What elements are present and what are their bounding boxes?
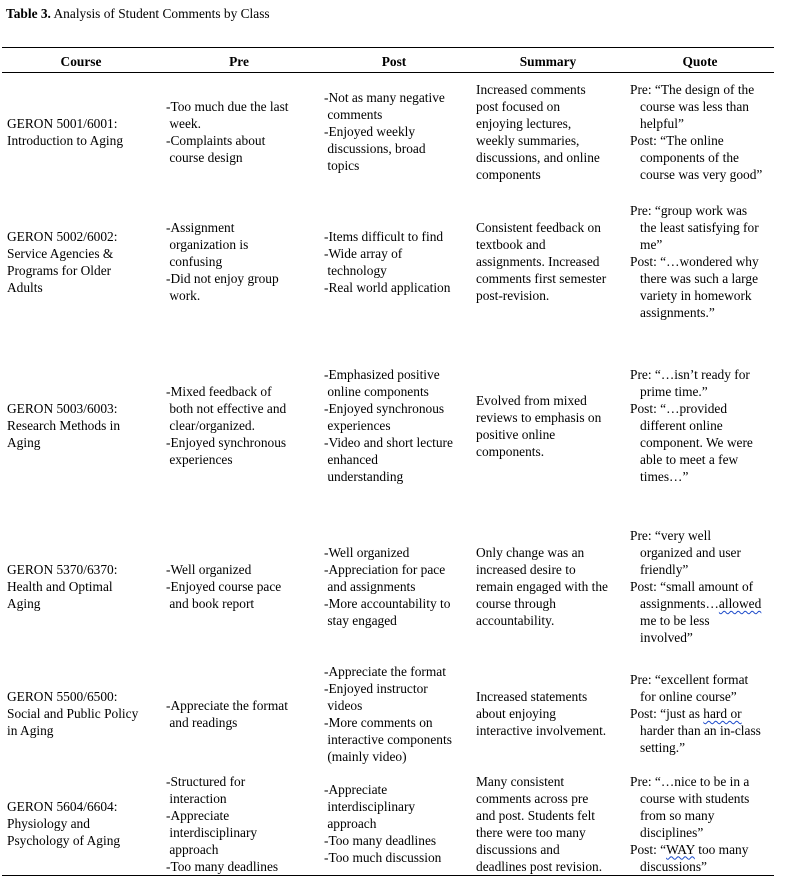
cell-summary xyxy=(470,773,626,876)
summary-line: Many consistent xyxy=(476,773,565,789)
course-line: Aging xyxy=(7,596,41,611)
post-line: experiences xyxy=(324,418,391,433)
header-quote: Quote xyxy=(626,48,774,73)
course-line: GERON 5500/6500: xyxy=(7,689,118,704)
pre-line: experiences xyxy=(166,452,233,467)
cell-post xyxy=(318,773,470,876)
cell-quote xyxy=(626,519,774,655)
pre-line: organization is xyxy=(166,237,249,252)
summary-line: Evolved from mixed xyxy=(476,392,587,408)
quote-line: disciplines” xyxy=(630,824,704,840)
summary-line: there were too many xyxy=(476,824,586,840)
post-line: -Too many deadlines xyxy=(324,833,437,848)
quote-line: Post: “small amount of xyxy=(630,579,754,594)
post-line: videos xyxy=(324,697,363,713)
course-line: GERON 5002/6002: xyxy=(7,228,118,244)
pre-line: approach xyxy=(166,841,219,857)
pre-line: confusing xyxy=(166,254,223,269)
post-line: enhanced xyxy=(324,452,378,467)
quote-line: assignments.” xyxy=(630,305,715,320)
quote-line: harder than an in-class xyxy=(630,723,761,738)
header-pre: Pre xyxy=(160,48,318,73)
quote-line: components of the xyxy=(630,149,739,165)
spellcheck-mark: WAY xyxy=(666,841,695,857)
summary-line: Only change was an xyxy=(476,545,585,560)
cell-pre xyxy=(160,191,318,333)
course-line: Adults xyxy=(7,279,43,295)
quote-line: the least satisfying for xyxy=(630,220,759,235)
table-caption xyxy=(6,5,270,22)
cell-course xyxy=(2,519,160,655)
table-row xyxy=(2,519,774,655)
quote-line: course was very good” xyxy=(630,166,763,182)
quote-line: involved” xyxy=(630,630,693,645)
course-line: Programs for Older xyxy=(7,262,112,278)
cell-post xyxy=(318,655,470,773)
course-line: in Aging xyxy=(7,723,54,738)
course-line: Social and Public Policy xyxy=(7,706,139,721)
post-line: -Emphasized positive xyxy=(324,367,440,382)
post-line: interdisciplinary xyxy=(324,799,416,814)
post-line: and assignments xyxy=(324,579,416,594)
quote-line: Post: “The online xyxy=(630,132,724,148)
quote-line: variety in homework xyxy=(630,288,752,303)
post-line: online components xyxy=(324,384,429,399)
post-line: technology xyxy=(324,262,387,278)
post-line: -Appreciation for pace xyxy=(324,562,446,577)
post-line: discussions, broad xyxy=(324,141,426,157)
summary-line: accountability. xyxy=(476,613,555,628)
cell-post xyxy=(318,519,470,655)
quote-line: Pre: “The design of the xyxy=(630,81,755,97)
quote-line: Post: “…wondered why xyxy=(630,254,759,269)
pre-line: and book report xyxy=(166,596,255,611)
pre-line: both not effective and xyxy=(166,401,287,416)
comments-table xyxy=(2,47,774,876)
summary-line: interactive involvement. xyxy=(476,723,607,738)
quote-line: different online xyxy=(630,418,723,433)
quote-line: friendly” xyxy=(630,562,689,577)
summary-line: Consistent feedback on xyxy=(476,220,601,235)
post-line: -Appreciate xyxy=(324,782,388,797)
cell-quote xyxy=(626,191,774,333)
cell-quote xyxy=(626,773,774,876)
pre-line: clear/organized. xyxy=(166,418,255,433)
post-line: -More accountability to xyxy=(324,596,451,611)
quote-line: assignments…allowed xyxy=(630,596,762,611)
cell-course xyxy=(2,655,160,773)
table-row xyxy=(2,773,774,876)
course-line: Service Agencies & xyxy=(7,245,114,261)
summary-line: post-revision. xyxy=(476,288,550,303)
course-line: Introduction to Aging xyxy=(7,132,124,148)
post-line: -Video and short lecture xyxy=(324,435,453,450)
post-line: -Enjoyed weekly xyxy=(324,124,416,140)
quote-line: course was less than xyxy=(630,98,749,114)
summary-line: post focused on xyxy=(476,98,561,114)
quote-line: me” xyxy=(630,237,663,252)
cell-course xyxy=(2,73,160,191)
summary-line: components. xyxy=(476,443,545,459)
course-line: Aging xyxy=(7,435,41,450)
summary-line: enjoying lectures, xyxy=(476,115,572,131)
table-row xyxy=(2,655,774,773)
quote-line: discussions” xyxy=(630,858,707,874)
cell-pre xyxy=(160,773,318,876)
post-line: -More comments on xyxy=(324,714,433,730)
quote-line: me to be less xyxy=(630,613,710,628)
cell-pre xyxy=(160,333,318,519)
summary-line: components xyxy=(476,166,541,182)
cell-summary xyxy=(470,333,626,519)
pre-line: course design xyxy=(166,149,243,165)
course-line: GERON 5370/6370: xyxy=(7,562,118,577)
quote-line: Pre: “excellent format xyxy=(630,672,749,687)
summary-line: weekly summaries, xyxy=(476,132,580,148)
course-line: GERON 5003/6003: xyxy=(7,401,118,416)
post-line: -Real world application xyxy=(324,279,451,295)
quote-line: Pre: “…nice to be in a xyxy=(630,773,750,789)
cell-pre xyxy=(160,73,318,191)
quote-line: Pre: “very well xyxy=(630,528,712,543)
course-line: GERON 5604/6604: xyxy=(7,799,118,814)
quote-line: Pre: “…isn’t ready for xyxy=(630,367,750,382)
summary-line: reviews to emphasis on xyxy=(476,409,602,425)
cell-quote xyxy=(626,333,774,519)
post-line: (mainly video) xyxy=(324,748,407,764)
quote-line: able to meet a few xyxy=(630,452,739,467)
pre-line: work. xyxy=(166,288,201,303)
cell-post xyxy=(318,333,470,519)
post-line: stay engaged xyxy=(324,613,397,628)
post-line: approach xyxy=(324,816,377,831)
pre-line: interaction xyxy=(166,790,227,806)
pre-line: -Too many deadlines xyxy=(166,858,279,874)
post-line: -Items difficult to find xyxy=(324,228,444,244)
summary-line: comments first semester xyxy=(476,271,607,286)
summary-line: discussions, and online xyxy=(476,149,600,165)
pre-line: -Enjoyed synchronous xyxy=(166,435,287,450)
quote-line: Post: “…provided xyxy=(630,401,728,416)
summary-line: course through xyxy=(476,596,556,611)
table-row xyxy=(2,191,774,333)
summary-line: remain engaged with the xyxy=(476,579,608,594)
quote-line: Post: “WAY too many xyxy=(630,841,749,857)
cell-summary xyxy=(470,519,626,655)
pre-line: -Structured for xyxy=(166,773,246,789)
pre-line: week. xyxy=(166,115,201,131)
quote-line: prime time.” xyxy=(630,384,708,399)
course-line: GERON 5001/6001: xyxy=(7,115,118,131)
header-post: Post xyxy=(318,48,470,73)
summary-line: textbook and xyxy=(476,237,546,252)
cell-course xyxy=(2,773,160,876)
pre-line: interdisciplinary xyxy=(166,824,258,840)
quote-line: component. We were xyxy=(630,435,753,450)
summary-line: Increased statements xyxy=(476,689,588,704)
pre-line: -Did not enjoy group xyxy=(166,271,279,286)
pre-line: -Too much due the last xyxy=(166,98,289,114)
pre-line: -Assignment xyxy=(166,220,235,235)
cell-summary xyxy=(470,655,626,773)
post-line: -Too much discussion xyxy=(324,850,442,865)
header-course: Course xyxy=(2,48,160,73)
cell-post xyxy=(318,73,470,191)
cell-pre xyxy=(160,655,318,773)
post-line: interactive components xyxy=(324,731,452,747)
course-line: Health and Optimal xyxy=(7,579,113,594)
pre-line: -Complaints about xyxy=(166,132,266,148)
quote-line: organized and user xyxy=(630,545,741,560)
post-line: -Enjoyed synchronous xyxy=(324,401,445,416)
summary-line: increased desire to xyxy=(476,562,576,577)
quote-line: setting.” xyxy=(630,740,686,755)
cell-summary xyxy=(470,191,626,333)
cell-course xyxy=(2,191,160,333)
quote-line: Post: “just as hard or xyxy=(630,706,742,721)
quote-line: there was such a large xyxy=(630,271,759,286)
cell-quote xyxy=(626,73,774,191)
header-row xyxy=(2,48,774,73)
header-summary: Summary xyxy=(470,48,626,73)
pre-line: -Well organized xyxy=(166,562,252,577)
summary-line: comments across pre xyxy=(476,790,589,806)
summary-line: about enjoying xyxy=(476,706,556,721)
quote-line: for online course” xyxy=(630,689,737,704)
quote-line: times…” xyxy=(630,469,689,484)
table-caption-label: Table 3. xyxy=(6,6,51,21)
quote-line: helpful” xyxy=(630,115,684,131)
post-line: -Not as many negative xyxy=(324,90,445,106)
summary-line: Increased comments xyxy=(476,81,586,97)
table-row xyxy=(2,73,774,191)
summary-line: discussions and xyxy=(476,841,560,857)
pre-line: -Appreciate the format xyxy=(166,697,288,713)
cell-quote xyxy=(626,655,774,773)
post-line: -Enjoyed instructor xyxy=(324,680,428,696)
table-caption-text: Analysis of Student Comments by Class xyxy=(50,6,270,21)
cell-summary xyxy=(470,73,626,191)
quote-line: Pre: “group work was xyxy=(630,203,748,218)
post-line: comments xyxy=(324,107,383,123)
course-line: Psychology of Aging xyxy=(7,833,121,848)
summary-line: assignments. Increased xyxy=(476,254,600,269)
cell-pre xyxy=(160,519,318,655)
table-row xyxy=(2,333,774,519)
pre-line: -Mixed feedback of xyxy=(166,384,272,399)
post-line: -Wide array of xyxy=(324,245,403,261)
spellcheck-mark: hard or xyxy=(703,706,742,721)
post-line: topics xyxy=(324,158,360,174)
cell-course xyxy=(2,333,160,519)
summary-line: and post. Students felt xyxy=(476,807,596,823)
pre-line: -Enjoyed course pace xyxy=(166,579,282,594)
post-line: -Well organized xyxy=(324,545,410,560)
post-line: -Appreciate the format xyxy=(324,663,446,679)
quote-line: from so many xyxy=(630,807,715,823)
cell-post xyxy=(318,191,470,333)
pre-line: and readings xyxy=(166,714,238,730)
pre-line: -Appreciate xyxy=(166,807,230,823)
post-line: understanding xyxy=(324,469,404,484)
course-line: Physiology and xyxy=(7,816,90,831)
spellcheck-mark: allowed xyxy=(718,596,762,611)
course-line: Research Methods in xyxy=(7,418,121,433)
summary-line: positive online xyxy=(476,426,556,442)
quote-line: course with students xyxy=(630,790,750,806)
summary-line: deadlines post revision. xyxy=(476,858,603,874)
